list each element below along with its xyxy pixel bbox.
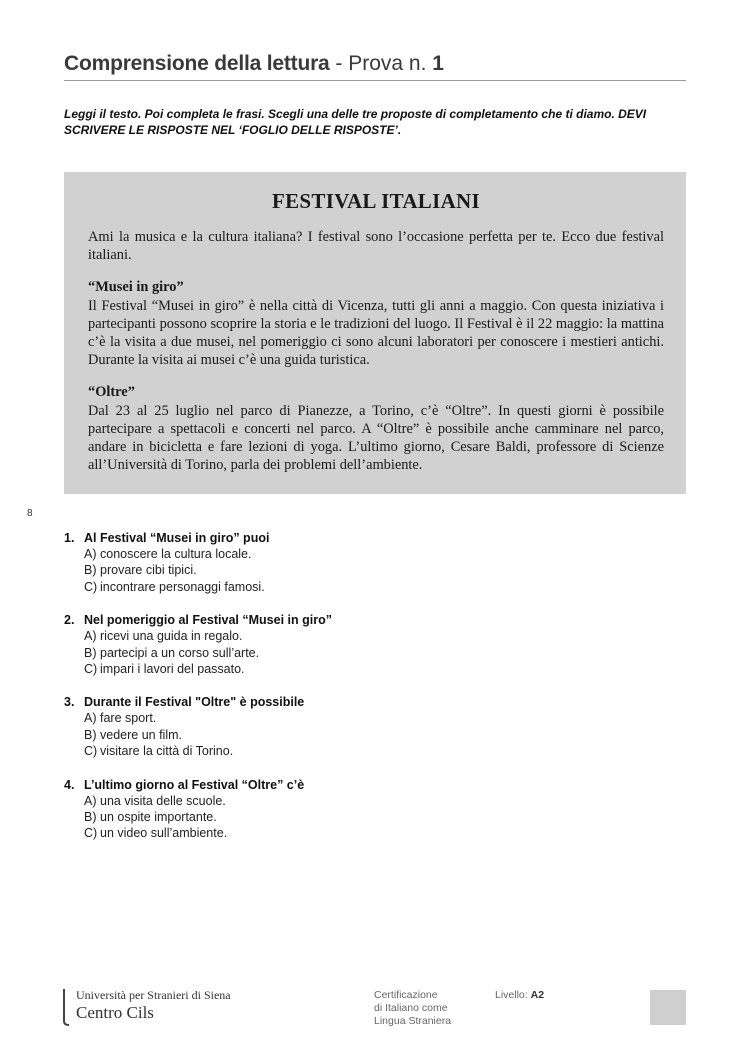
instructions-text: Leggi il testo. Poi completa le frasi. Scegli una delle tre proposte di completamento che ti diamo. DEVI SCRIVERE LE RISPOSTE NEL ‘FOGLIO DELLE RISPOSTE’. bbox=[64, 107, 647, 137]
section-oltre-title: “Oltre” bbox=[88, 384, 135, 401]
question-4 bbox=[64, 777, 664, 842]
option-text: conoscere la cultura locale. bbox=[100, 547, 252, 561]
section-musei-title: “Musei in giro” bbox=[88, 279, 184, 296]
option-text: ricevi una guida in regalo. bbox=[100, 629, 243, 644]
prova-label: Prova n. bbox=[348, 52, 433, 75]
section-oltre-text: Dal 23 al 25 luglio nel parco di Pianezze, a Torino, c’è “Oltre”. In questi giorni è possibile partecipare a spettacoli e concerti nel parco. A “Oltre” è possibile anche camminare nel parco, andare in bicicletta e fare lezioni di yoga. L’ultimo giorno, Cesare Baldi, professore di Scienze all’Università di Torino, parla dei problemi dell’ambiente. bbox=[88, 402, 664, 474]
cert-line: Lingua Straniera bbox=[374, 1015, 452, 1027]
option-letter: A) bbox=[84, 711, 97, 726]
question-number: 3. bbox=[64, 695, 75, 710]
option-a[interactable] bbox=[64, 710, 664, 726]
cert-line: Certificazione bbox=[374, 989, 438, 1001]
level-indicator bbox=[495, 989, 544, 1002]
question-stem bbox=[64, 777, 664, 793]
page-header bbox=[64, 50, 686, 78]
reading-text-box bbox=[64, 172, 686, 494]
option-letter: C) bbox=[84, 744, 98, 759]
question-2 bbox=[64, 612, 664, 677]
option-a[interactable] bbox=[64, 546, 664, 562]
section-musei-text: Il Festival “Musei in giro” è nella città di Vicenza, tutti gli anni a maggio. Con questa iniziativa i partecipanti possono scoprire la storia e le tradizioni del luogo. Il Festival è il 22 maggio: la mattina c’è la visita a due musei, nel pomeriggio ci sono alcuni laboratori per conoscere i mestieri antichi. Durante la visita ai musei c’è una guida turistica. bbox=[88, 297, 664, 369]
option-letter: C) bbox=[84, 826, 98, 841]
level-value: A2 bbox=[530, 989, 545, 1001]
option-c[interactable] bbox=[64, 661, 664, 677]
option-text: impari i lavori del passato. bbox=[100, 662, 245, 677]
reading-intro: Ami la musica e la cultura italiana? I festival sono l’occasione perfetta per te. Ecco due festival italiani. bbox=[88, 229, 664, 264]
option-text: un video sull’ambiente. bbox=[100, 826, 228, 841]
option-letter: A) bbox=[84, 629, 97, 644]
prova-number: 1 bbox=[432, 52, 444, 75]
university-name: Università per Stranieri di Siena bbox=[76, 988, 231, 1002]
question-text: Al Festival “Musei in giro” puoi bbox=[84, 531, 270, 545]
option-text: partecipi a un corso sull’arte. bbox=[100, 645, 260, 660]
option-a[interactable] bbox=[64, 793, 664, 809]
option-letter: C) bbox=[84, 662, 98, 677]
option-b[interactable] bbox=[64, 645, 664, 661]
option-b[interactable] bbox=[64, 809, 664, 825]
question-text: L’ultimo giorno al Festival “Oltre” c’è bbox=[84, 777, 305, 792]
questions-list bbox=[64, 530, 664, 859]
option-letter: A) bbox=[84, 793, 97, 808]
option-text: visitare la città di Torino. bbox=[100, 744, 234, 759]
question-text: Nel pomeriggio al Festival “Musei in giro” bbox=[84, 613, 332, 628]
question-number: 2. bbox=[64, 613, 75, 628]
section-title: Comprensione della lettura bbox=[64, 52, 330, 75]
cert-line: di Italiano come bbox=[374, 1002, 448, 1014]
logo-mark-icon bbox=[62, 988, 70, 1026]
option-c[interactable] bbox=[64, 825, 664, 841]
option-letter: B) bbox=[84, 645, 97, 660]
option-letter: B) bbox=[84, 563, 97, 578]
question-3 bbox=[64, 694, 664, 759]
option-letter: B) bbox=[84, 727, 97, 742]
question-text: Durante il Festival "Oltre" è possibile bbox=[84, 695, 305, 710]
level-label: Livello: bbox=[495, 989, 531, 1001]
footer-grey-box bbox=[650, 990, 686, 1025]
option-text: un ospite importante. bbox=[100, 810, 217, 825]
question-stem bbox=[64, 612, 664, 628]
option-text: provare cibi tipici. bbox=[100, 563, 197, 578]
option-text: fare sport. bbox=[100, 711, 157, 726]
option-text: una visita delle scuole. bbox=[100, 793, 226, 808]
option-letter: C) bbox=[84, 579, 98, 594]
option-a[interactable] bbox=[64, 628, 664, 644]
header-divider bbox=[64, 80, 686, 81]
option-letter: B) bbox=[84, 810, 97, 825]
centro-name: Centro Cils bbox=[76, 1003, 154, 1022]
option-c[interactable] bbox=[64, 743, 664, 759]
option-letter: A) bbox=[84, 547, 97, 561]
option-b[interactable] bbox=[64, 727, 664, 743]
question-number: 4. bbox=[64, 777, 75, 792]
question-stem bbox=[64, 530, 664, 546]
question-stem bbox=[64, 694, 664, 710]
title-separator: - bbox=[329, 52, 349, 75]
university-logo bbox=[62, 988, 302, 1026]
option-c[interactable] bbox=[64, 579, 664, 595]
question-number: 1. bbox=[64, 531, 75, 545]
question-1 bbox=[64, 530, 664, 595]
option-text: vedere un film. bbox=[100, 727, 182, 742]
page-number: 8 bbox=[27, 508, 33, 519]
option-text: incontrare personaggi famosi. bbox=[100, 579, 265, 594]
reading-title: FESTIVAL ITALIANI bbox=[272, 189, 480, 213]
option-b[interactable] bbox=[64, 562, 664, 578]
certification-label bbox=[374, 989, 451, 1028]
